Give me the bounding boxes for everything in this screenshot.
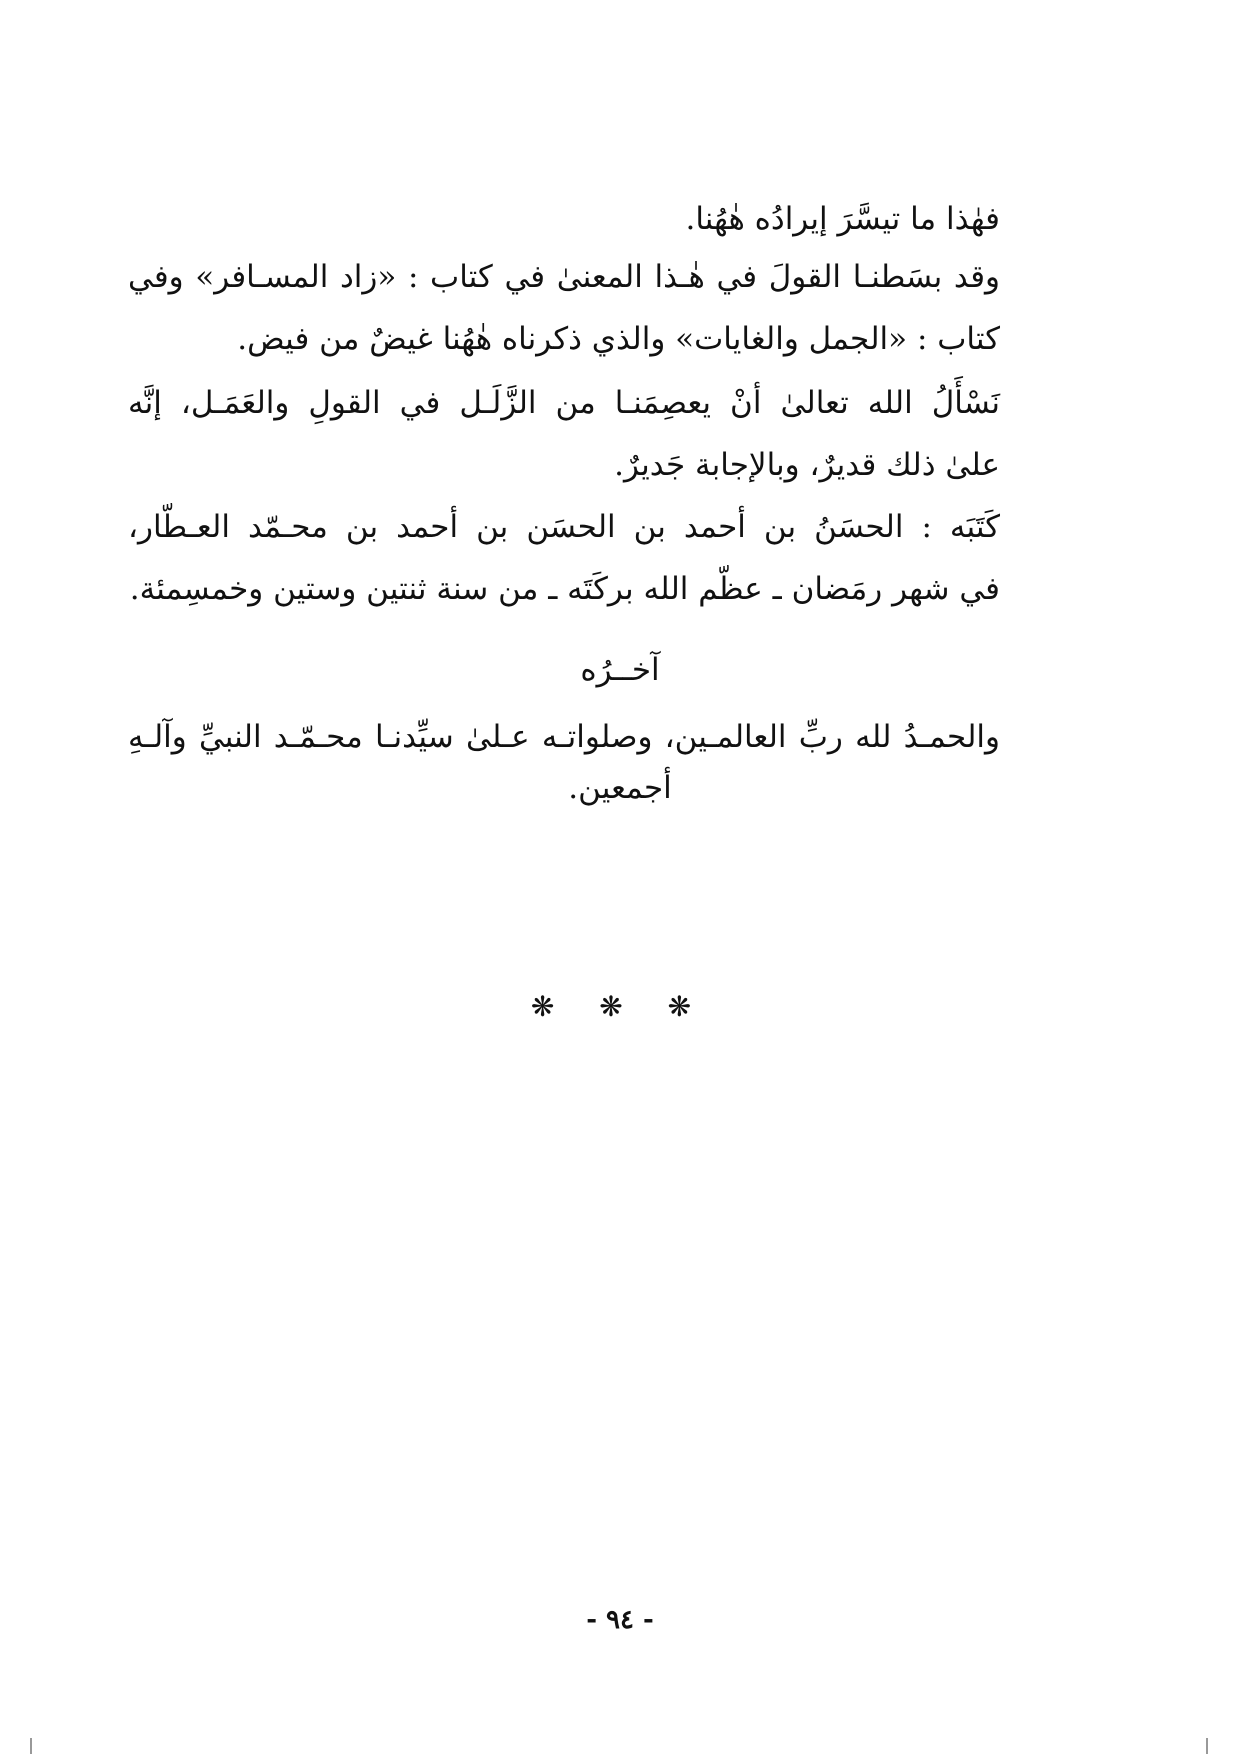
paragraph-final-praise bbox=[128, 706, 1000, 768]
text-line: في شهر رمَضان ـ عظّم الله بركَتَه ـ من سنة ثنتين وستين وخمسِمئة. bbox=[129, 571, 1000, 607]
paragraph-supplication bbox=[128, 372, 1000, 496]
scan-edge-mark bbox=[1206, 1738, 1208, 1754]
separator-asterisks: ❋ ❋ ❋ bbox=[530, 990, 710, 1023]
text-line: فهٰذا ما تيسَّرَ إيرادُه هٰهُنا. bbox=[685, 201, 1000, 237]
paragraph-colophon bbox=[128, 496, 1000, 620]
ending-heading: آخــرُه bbox=[580, 652, 660, 688]
text-line: كتاب : «الجمل والغايات» والذي ذكرناه هٰهُنا غيضٌ من فيض. bbox=[237, 321, 1000, 357]
text-line: وقد بسَطنـا القولَ في هٰـذا المعنىٰ في كتاب : «زاد المسـافر» وفي bbox=[128, 259, 1000, 295]
text-line: علىٰ ذلك قديرٌ، وبالإجابة جَديرٌ. bbox=[614, 447, 1000, 483]
final-line: أجمعين. bbox=[568, 770, 672, 806]
paragraph-book-references bbox=[128, 246, 1000, 370]
scan-edge-mark bbox=[30, 1738, 32, 1754]
page-number: - ٩٤ - bbox=[586, 1605, 654, 1635]
text-line: والحمـدُ لله ربِّ العالمـين، وصلواتـه عـلىٰ سيِّدنـا محـمّـد النبيِّ وآلـهِ bbox=[128, 719, 1000, 755]
paragraph-closing-remark bbox=[128, 188, 1000, 250]
text-line: نَسْأَلُ الله تعالىٰ أنْ يعصِمَنـا من الزَّلَـل في القولِ والعَمَـل، إنَّه bbox=[128, 385, 1000, 421]
text-line: كَتَبَه : الحسَنُ بن أحمد بن الحسَن بن أحمد بن محـمّد العـطّار، bbox=[128, 509, 1000, 545]
